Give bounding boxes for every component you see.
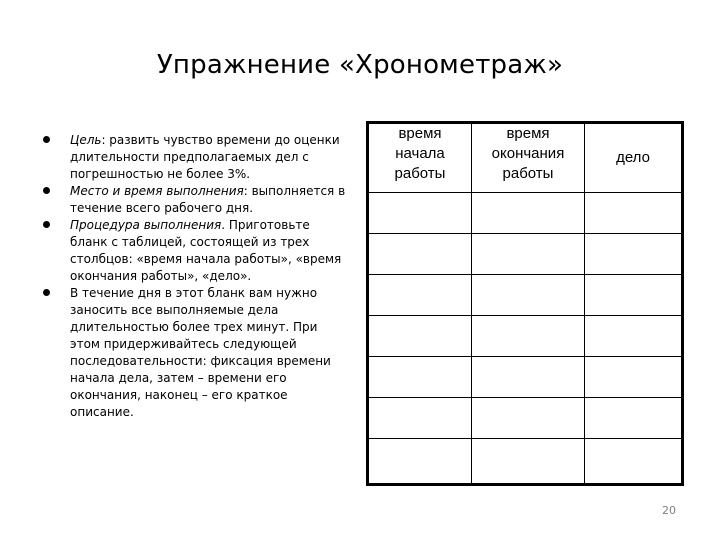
table-cell (472, 275, 585, 316)
table-row (368, 439, 683, 485)
table-row (368, 398, 683, 439)
table-cell (585, 439, 683, 485)
table-cell (472, 357, 585, 398)
table-row (368, 357, 683, 398)
table-cell (585, 234, 683, 275)
bullet-goal-lead: Цель (70, 133, 102, 147)
bullet-place-time-lead: Место и время выполнения (70, 184, 244, 198)
table-cell (585, 275, 683, 316)
table-cell (472, 316, 585, 357)
table-cell (368, 234, 472, 275)
slide-title: Упражнение «Хронометраж» (156, 50, 564, 80)
table-cell (368, 357, 472, 398)
bullet-instructions-text: В течение дня в этот бланк вам нужно заносить все выполняемые дела длительностью более трех минут. При этом придерживайтесь следующей последовательности: фиксация времени начала дела, затем – времени его окончания, наконец – его краткое описание. (70, 286, 331, 419)
table-row (368, 234, 683, 275)
page-number: 20 (662, 504, 676, 517)
table-cell (472, 439, 585, 485)
header-start-time: время начала работы (368, 123, 472, 193)
bullet-goal-text: : развить чувство времени до оценки длительности предполагаемых дел с погрешностью не более 3%. (70, 133, 340, 181)
table-header-row (368, 123, 683, 193)
table-cell (368, 193, 472, 234)
table-cell (368, 316, 472, 357)
bullet-place-time (36, 183, 348, 217)
table-cell (585, 193, 683, 234)
table-cell (585, 398, 683, 439)
bullet-procedure (36, 217, 348, 285)
table-row (368, 193, 683, 234)
table-cell (368, 275, 472, 316)
bullet-instructions (36, 285, 348, 421)
table-cell (368, 439, 472, 485)
table-cell (472, 193, 585, 234)
table-cell (472, 398, 585, 439)
table-row (368, 275, 683, 316)
table-row (368, 316, 683, 357)
bullet-procedure-text: . Приготовьте бланк с таблицей, состоящей из трех столбцов: «время начала работы», «время окончания работы», «дело». (70, 218, 342, 283)
header-task: дело (585, 123, 683, 193)
table-cell (585, 357, 683, 398)
table-cell (368, 398, 472, 439)
bullet-place-time-text: : выполняется в течение всего рабочего дня. (70, 184, 346, 215)
header-end-time: время окончания работы (472, 123, 585, 193)
bullet-list (36, 132, 348, 421)
table-cell (472, 234, 585, 275)
table-cell (585, 316, 683, 357)
bullet-procedure-lead: Процедура выполнения (70, 218, 222, 232)
timing-table (366, 121, 684, 486)
bullet-goal (36, 132, 348, 183)
